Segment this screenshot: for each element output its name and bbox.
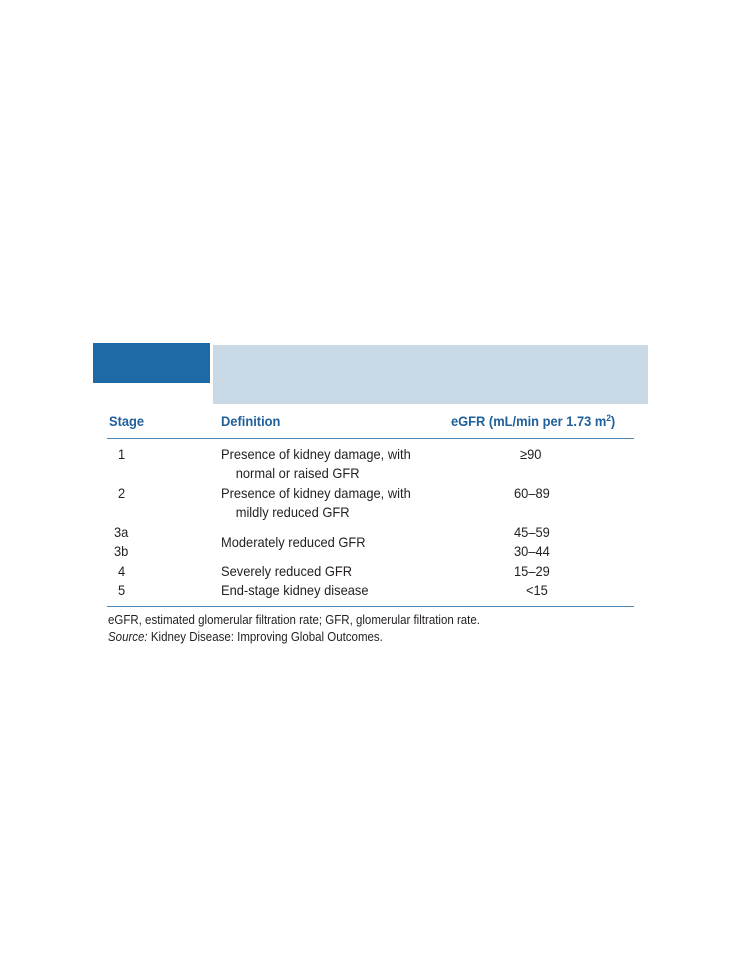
footnote-abbreviations: eGFR, estimated glomerular filtration rate; GFR, glomerular filtration rate. [108, 613, 480, 627]
row-5-definition: End-stage kidney disease [221, 582, 369, 598]
row-3b-stage: 3b [114, 543, 129, 559]
row-2-definition-line1: Presence of kidney damage, with [221, 485, 411, 501]
table-title-band [213, 345, 648, 404]
row-4-egfr: 15–29 [514, 563, 550, 579]
row-1-egfr: ≥90 [520, 446, 542, 462]
row-1-stage: 1 [118, 446, 126, 462]
row-4-stage: 4 [118, 563, 126, 579]
footnote-source-text: Kidney Disease: Improving Global Outcomes. [147, 630, 383, 644]
row-3b-egfr: 30–44 [514, 543, 550, 559]
row-4-definition: Severely reduced GFR [221, 563, 353, 579]
row-2-definition-line2: mildly reduced GFR [235, 504, 350, 520]
row-1-definition-line2: normal or raised GFR [235, 465, 360, 481]
column-header-egfr-text: eGFR (mL/min per 1.73 m [451, 413, 607, 429]
column-header-egfr-superscript: 2 [606, 413, 611, 423]
bottom-rule [107, 606, 634, 607]
row-5-stage: 5 [118, 582, 126, 598]
row-1-definition-line1: Presence of kidney damage, with [221, 446, 411, 462]
row-3a-egfr: 45–59 [514, 524, 550, 540]
column-header-egfr-close: ) [610, 413, 616, 429]
row-1-definition [221, 445, 411, 483]
row-3a-stage: 3a [114, 524, 129, 540]
footnote-source [108, 629, 383, 645]
column-header-stage: Stage [109, 413, 145, 429]
row-5-egfr: <15 [526, 582, 548, 598]
table-label-block [93, 343, 210, 383]
header-rule [107, 438, 634, 439]
column-header-egfr [451, 413, 615, 429]
column-header-definition: Definition [221, 413, 281, 429]
row-3-definition: Moderately reduced GFR [221, 534, 366, 550]
row-2-stage: 2 [118, 485, 126, 501]
row-2-egfr: 60–89 [514, 485, 550, 501]
footnote-source-label: Source: [108, 630, 148, 644]
row-2-definition [221, 484, 411, 522]
